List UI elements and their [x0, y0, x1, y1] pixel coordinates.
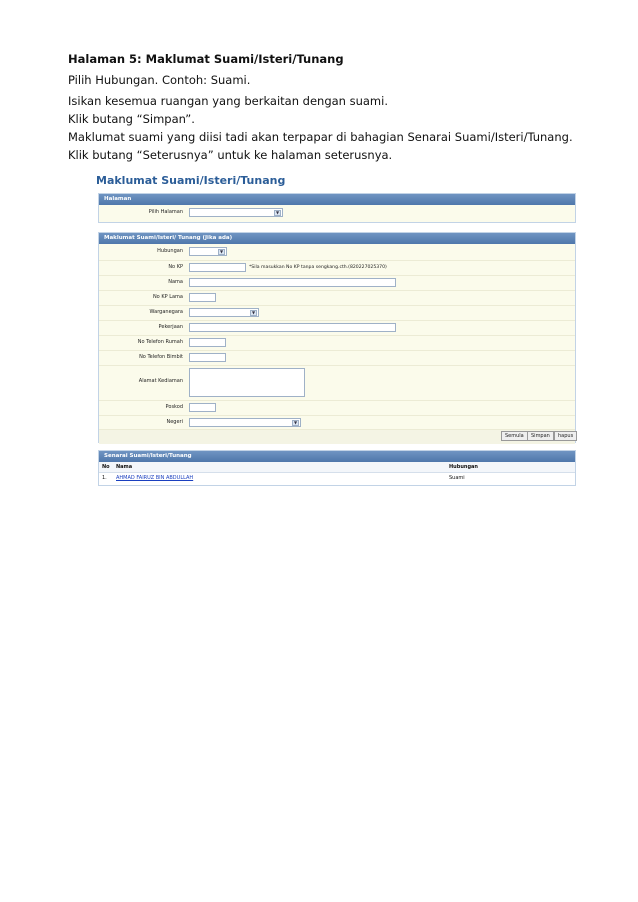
pekerjaan-input[interactable] — [189, 323, 396, 332]
senarai-panel — [98, 450, 576, 486]
no-kp-lama-row — [99, 290, 575, 305]
halaman-panel-header: Halaman — [99, 194, 575, 205]
no-kp-lama-label: No KP Lama — [152, 294, 183, 300]
alamat-textarea[interactable] — [189, 368, 305, 397]
chevron-down-icon: ▼ — [275, 210, 280, 215]
negeri-select[interactable] — [189, 418, 301, 427]
warganegara-label: Warganegara — [149, 309, 183, 315]
alamat-row — [99, 365, 575, 400]
negeri-label: Negeri — [166, 419, 183, 425]
nama-input[interactable] — [189, 278, 396, 287]
doc-line-5: Klik butang “Seterusnya” untuk ke halaman seterusnya. — [68, 148, 393, 162]
negeri-row — [99, 415, 575, 430]
no-kp-label: No KP — [168, 264, 183, 270]
alamat-label: Alamat Kediaman — [138, 378, 183, 384]
maklumat-panel-header: Maklumat Suami/Isteri/ Tunang (Jika ada) — [99, 233, 575, 244]
tel-rumah-label: No Telefon Rumah — [137, 339, 183, 345]
nama-row — [99, 275, 575, 290]
col-nama: Nama — [116, 464, 133, 470]
pekerjaan-label: Pekerjaan — [158, 324, 183, 330]
pilih-halaman-label: Pilih Halaman — [148, 209, 183, 215]
no-kp-row — [99, 260, 575, 275]
tel-bimbit-row — [99, 350, 575, 365]
col-hubungan: Hubungan — [449, 464, 478, 470]
poskod-row — [99, 400, 575, 415]
no-kp-input[interactable] — [189, 263, 246, 272]
tel-bimbit-input[interactable] — [189, 353, 226, 362]
semula-button[interactable]: Semula — [501, 431, 528, 441]
pilih-halaman-select[interactable] — [189, 208, 283, 217]
doc-line-4: Maklumat suami yang diisi tadi akan terpapar di bahagian Senarai Suami/Isteri/Tunang. — [68, 130, 573, 144]
row-hubungan: Suami — [449, 475, 465, 481]
senarai-table-header — [99, 462, 575, 473]
warganegara-row — [99, 305, 575, 320]
row-nama-link[interactable]: AHMAD FAIRUZ BIN ABDULLAH — [116, 475, 194, 481]
doc-heading: Halaman 5: Maklumat Suami/Isteri/Tunang — [68, 52, 344, 66]
col-no: No — [102, 464, 110, 470]
no-kp-lama-input[interactable] — [189, 293, 216, 302]
simpan-button[interactable]: Simpan — [527, 431, 554, 441]
table-row — [99, 473, 575, 483]
hubungan-row — [99, 245, 575, 259]
poskod-label: Poskod — [165, 404, 183, 410]
row-no: 1. — [102, 475, 107, 481]
doc-line-1: Pilih Hubungan. Contoh: Suami. — [68, 73, 251, 87]
chevron-down-icon: ▼ — [219, 249, 224, 254]
maklumat-panel — [98, 232, 576, 443]
chevron-down-icon: ▼ — [293, 420, 298, 425]
halaman-panel — [98, 193, 576, 223]
embedded-screenshot — [96, 170, 578, 490]
tel-bimbit-label: No Telefon Bimbit — [139, 354, 183, 360]
no-kp-hint: *Sila masukkan No KP tanpa sengkang.cth.(820227025370) — [249, 265, 387, 270]
pilih-halaman-row — [99, 206, 575, 220]
warganegara-select[interactable] — [189, 308, 259, 317]
senarai-panel-header: Senarai Suami/Isteri/Tunang — [99, 451, 575, 462]
hubungan-select[interactable] — [189, 247, 227, 256]
chevron-down-icon: ▼ — [251, 310, 256, 315]
poskod-input[interactable] — [189, 403, 216, 412]
screenshot-title: Maklumat Suami/Isteri/Tunang — [96, 174, 286, 187]
tel-rumah-input[interactable] — [189, 338, 226, 347]
doc-line-3: Klik butang “Simpan”. — [68, 112, 195, 126]
pekerjaan-row — [99, 320, 575, 335]
hubungan-label: Hubungan — [157, 248, 183, 254]
tel-rumah-row — [99, 335, 575, 350]
doc-line-2: Isikan kesemua ruangan yang berkaitan dengan suami. — [68, 94, 388, 108]
nama-label: Nama — [168, 279, 183, 285]
hapus-button[interactable]: hapus — [554, 431, 577, 441]
button-row — [99, 429, 575, 444]
